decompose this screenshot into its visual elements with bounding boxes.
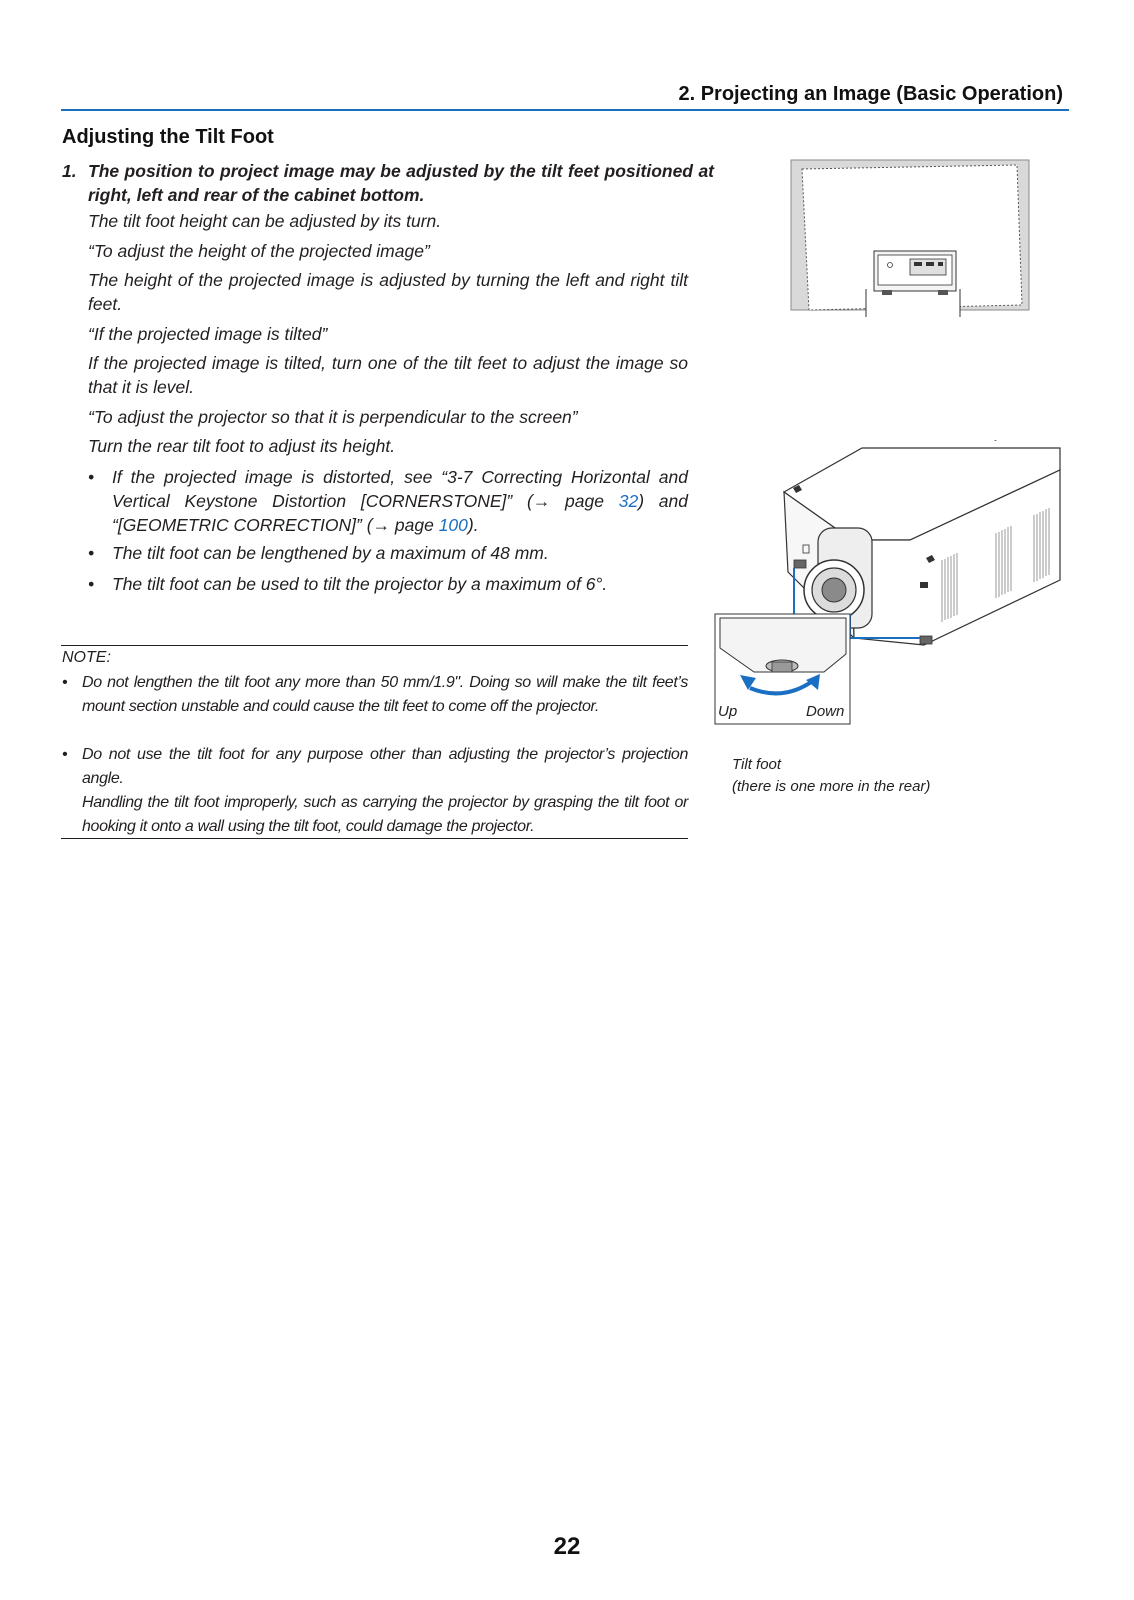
body-paragraph: The tilt foot height can be adjusted by its turn. (88, 211, 442, 231)
note-rule-bottom (61, 838, 688, 839)
step-number: 1. (62, 161, 77, 181)
step-1-lead (62, 159, 714, 207)
up-label: Up (718, 703, 738, 720)
note-rule-top (61, 645, 688, 646)
bullet-symbol: • (88, 467, 95, 487)
step-lead-text: The position to project image may be adjusted by the tilt feet positioned at right, left and rear of the cabinet bottom. (88, 161, 714, 205)
chapter-title: 2. Projecting an Image (Basic Operation) (678, 83, 1063, 105)
figure-caption (732, 754, 930, 798)
body-paragraph: “To adjust the height of the projected image” (88, 241, 430, 261)
caption-line-1: Tilt foot (732, 756, 782, 773)
down-label: Down (806, 703, 845, 720)
note-item: • Do not use the tilt foot for any purpose other than adjusting the projector’s projection angle. Handling the tilt foot improperly, such as carrying the projector by grasping the tilt foot or hooking it onto a wall using the tilt foot, could damage the projector. (62, 743, 688, 839)
caption-line-2: (there is one more in the rear) (732, 778, 931, 795)
body-paragraph: If the projected image is tilted, turn one of the tilt feet to adjust the image so that it is level. (88, 353, 688, 397)
page-link-32[interactable]: 32 (618, 491, 639, 511)
note-continuation: Handling the tilt foot improperly, such as carrying the projector by grasping the tilt foot or hooking it onto a wall using the tilt foot, could damage the projector. (82, 794, 688, 835)
bullet-item: • The tilt foot can be used to tilt the projector by a maximum of 6°. (88, 574, 608, 594)
projector-rear-icon (874, 251, 956, 295)
bullet-item: • The tilt foot can be lengthened by a maximum of 48 mm. (88, 543, 549, 563)
page-number: 22 (553, 1533, 581, 1560)
bullet-symbol: • (62, 746, 68, 763)
bullet-item: • If the projected image is distorted, see “3-7 Correcting Horizontal and Vertical Keystone Distortion [CORNERSTONE]” (→ page 32) and “[GEOMETRIC CORRECTION]” (→ page 100). (88, 467, 689, 535)
bullet-symbol: • (88, 574, 95, 594)
body-paragraph: “If the projected image is tilted” (88, 324, 328, 344)
screen-illustration (790, 159, 1040, 319)
note-item: • Do not lengthen the tilt foot any more than 50 mm/1.9". Doing so will make the tilt feet’s mount section unstable and could cause the tilt feet to come off the projector. (62, 671, 688, 719)
section-title: Adjusting the Tilt Foot (62, 126, 274, 148)
body-paragraph: The height of the projected image is adjusted by turning the left and right tilt feet. (88, 270, 688, 314)
bullet-symbol: • (88, 543, 95, 563)
projector-illustration (714, 440, 1074, 740)
body-paragraph: “To adjust the projector so that it is perpendicular to the screen” (88, 407, 578, 427)
chapter-rule (61, 109, 1069, 111)
body-paragraph: Turn the rear tilt foot to adjust its height. (88, 436, 396, 456)
bullet-symbol: • (62, 674, 68, 691)
note-label: NOTE: (62, 649, 111, 666)
page-link-100[interactable]: 100 (438, 515, 468, 535)
